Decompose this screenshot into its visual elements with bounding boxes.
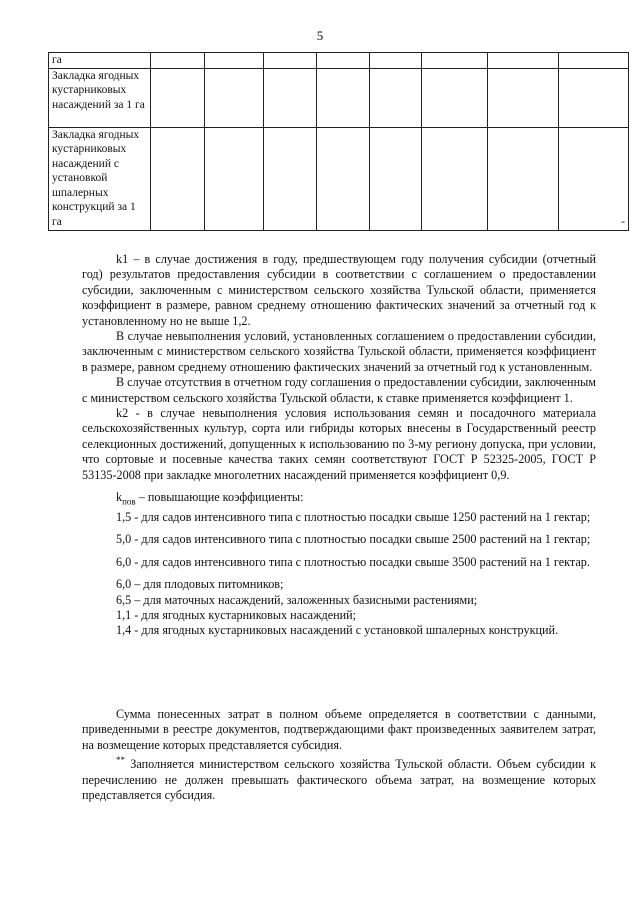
list-item: 1,5 - для садов интенсивного типа с плотностью посадки свыше 1250 растений на 1 гектар; [116,509,591,524]
table-cell-label: Закладка ягодных кустарниковых насаждений за 1 га [49,68,151,127]
k-pov-symbol: k [116,490,123,505]
list-item: 6,5 – для маточных насаждений, заложенных базисными растениями; [116,592,478,607]
paragraph-no-agreement: В случае отсутствия в отчетном году соглашения о предоставлении субсидии, заключенным с министерством сельского хозяйства Тульской области, к ставке применяется коэффициент 1. [82,375,596,405]
footnotes-section [82,707,596,804]
k-pov-text: – повышающие коэффициенты: [135,490,304,505]
table-cell [151,127,205,230]
table-cell [205,68,263,127]
list-item: 6,0 - для садов интенсивного типа с плотностью посадки свыше 3500 растений на 1 гектар. [116,554,590,569]
paragraph-k2: k2 - в случае невыполнения условия использования семян и посадочного материала сельскохозяйственных культур, сорта или гибриды которых внесены в Государственный реестр селекционных достижений, допущенных к использованию по 3-му региону допуска, при условии, что сортовые и посевные качества таких семян соответствуют ГОСТ Р 52325-2005, ГОСТ Р 53135-2008 при закладке многолетних насаждений применяется коэффициент 0,9. [82,406,596,482]
table-cell [316,53,369,69]
table-cell [558,53,628,69]
table-cell: - [558,127,628,230]
table-cell [369,68,421,127]
table-cell [422,68,488,127]
table-cell [487,53,558,69]
table-cell [205,53,263,69]
list-item: 1,4 - для ягодных кустарниковых насаждений с установкой шпалерных конструкций. [116,623,559,638]
subsidy-table [48,52,629,231]
table-cell-label: га [49,53,151,69]
table-row [49,127,629,230]
list-item: 5,0 - для садов интенсивного типа с плотностью посадки свыше 2500 растений на 1 гектар; [116,532,591,547]
footnote-mark: ** [116,755,125,766]
k-pov-subscript: пов [122,496,136,507]
table-cell [369,127,421,230]
table-cell [151,53,205,69]
table-cell [558,68,628,127]
table-cell [487,127,558,230]
table-cell [316,127,369,230]
footnote-ministry [82,753,596,803]
paragraph-nonfulfillment: В случае невыполнения условий, установленных соглашением о предоставлении субсидии, заключенным с министерством сельского хозяйства Тульской области, применяется коэффициент в размере, равном среднему отношению фактических значений за отчетный год к установленным. [82,329,596,374]
table-cell [263,68,316,127]
footnote-ministry-text: Заполняется министерством сельского хозяйства Тульской области. Объем субсидии к перечислению не должен превышать фактического объема затрат, на возмещение которых представляется субсидия. [82,757,596,803]
table-cell [369,53,421,69]
table-cell-label: Закладка ягодных кустарниковых насаждений с установкой шпалерных конструкций за 1 га [49,127,151,230]
table-cell [487,68,558,127]
table-cell [205,127,263,230]
table-row [49,68,629,127]
paragraph-k1: k1 – в случае достижения в году, предшествующем году получения субсидии (отчетный год) результатов предоставления субсидии в соответствии с соглашением о предоставлении субсидии, заключенным с министерством сельского хозяйства Тульской области, применяется коэффициент в размере, равном среднему отношению фактических значений за отчетный год к установленному но не выше 1,2. [82,252,596,328]
list-item: 1,1 - для ягодных кустарниковых насаждений; [116,607,357,622]
footnote-costs: Сумма понесенных затрат в полном объеме определяется в соответствии с данными, приведенными в реестре документов, подтверждающими факт произведенных заявителем затрат, на возмещение которых представляется субсидия. [82,707,596,752]
coefficients-section [82,252,596,639]
table-cell [422,127,488,230]
paragraph-k-pov [82,490,596,510]
table-cell [316,68,369,127]
table-cell [263,53,316,69]
table-row [49,53,629,69]
table-cell [422,53,488,69]
table-cell [263,127,316,230]
page-number: 5 [316,28,324,43]
list-item: 6,0 – для плодовых питомников; [116,577,284,592]
table-cell [151,68,205,127]
